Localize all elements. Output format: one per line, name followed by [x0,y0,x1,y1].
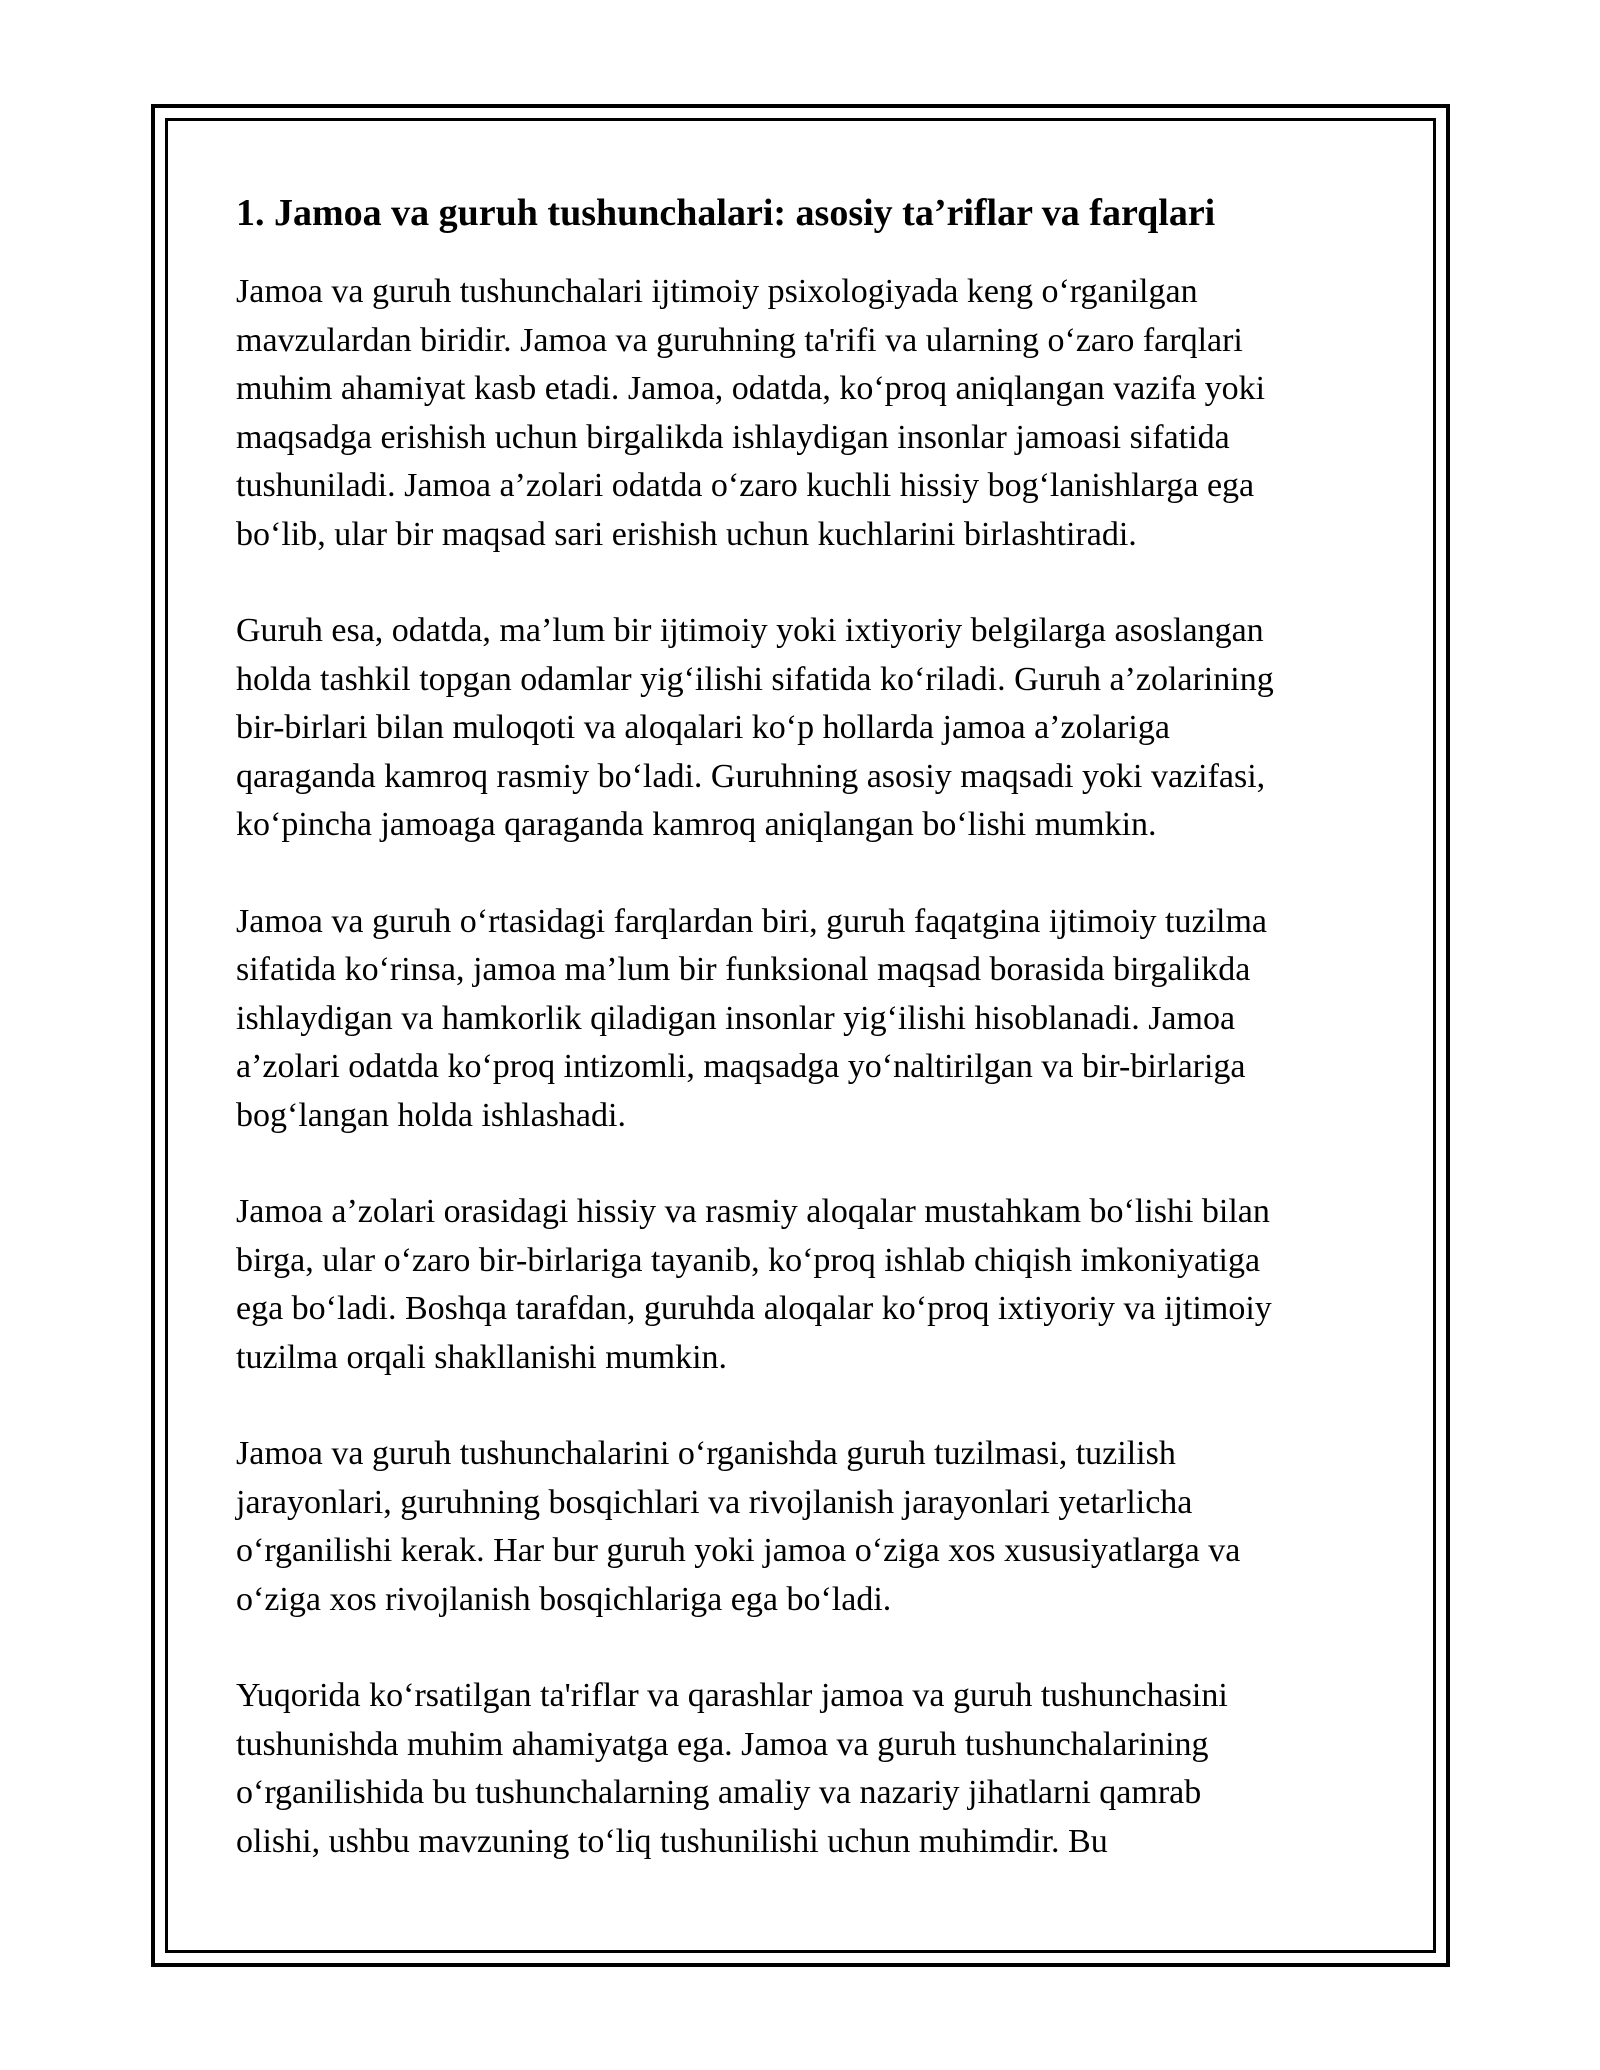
text-line: sifatida ko‘rinsa, jamoa ma’lum bir funksional maqsad borasida birgalikda [236,951,1251,988]
document-body [236,188,1366,1914]
paragraph-1 [236,268,1366,559]
text-line: ko‘pincha jamoaga qaraganda kamroq aniqlangan bo‘lishi mumkin. [236,806,1157,843]
text-line: maqsadga erishish uchun birgalikda ishlaydigan insonlar jamoasi sifatida [236,418,1230,456]
text-line: tushuniladi. Jamoa a’zolari odatda o‘zaro kuchli hissiy bog‘lanishlarga ega [236,467,1255,504]
text-line: o‘ziga xos rivojlanish bosqichlariga ega bo‘ladi. [236,1580,892,1618]
paragraph-5 [236,1430,1366,1624]
paragraph-3 [236,898,1366,1141]
text-line: ega bo‘ladi. Boshqa tarafdan, guruhda aloqalar ko‘proq ixtiyoriy va ijtimoiy [236,1290,1272,1327]
paragraph-4 [236,1188,1366,1382]
text-line: qaraganda kamroq rasmiy bo‘ladi. Guruhning asosiy maqsadi yoki vazifasi, [236,757,1266,795]
text-line: olishi, ushbu mavzuning to‘liq tushunilishi uchun muhimdir. Bu [236,1822,1108,1860]
text-line: Jamoa va guruh tushunchalari ijtimoiy psixologiyada keng o‘rganilgan [236,273,1198,310]
paragraph-2 [236,607,1366,850]
text-line: tushunishda muhim ahamiyatga ega. Jamoa va guruh tushunchalarining [236,1725,1209,1763]
text-line: a’zolari odatda ko‘proq intizomli, maqsadga yo‘naltirilgan va bir-birlariga [236,1048,1246,1085]
text-line: bog‘langan holda ishlashadi. [236,1096,626,1134]
text-line: muhim ahamiyat kasb etadi. Jamoa, odatda, ko‘proq aniqlangan vazifa yoki [236,370,1266,407]
text-line: Yuqorida ko‘rsatilgan ta'riflar va qarashlar jamoa va guruh tushunchasini [236,1677,1228,1714]
text-line: bo‘lib, ular bir maqsad sari erishish uchun kuchlarini birlashtiradi. [236,515,1137,553]
text-line: o‘rganilishi kerak. Har bur guruh yoki jamoa o‘ziga xos xususiyatlarga va [236,1532,1241,1569]
text-line: birga, ular o‘zaro bir-birlariga tayanib, ko‘proq ishlab chiqish imkoniyatiga [236,1241,1261,1279]
text-line: mavzulardan biridir. Jamoa va guruhning ta'rifi va ularning o‘zaro farqlari [236,321,1243,359]
text-line: Jamoa a’zolari orasidagi hissiy va rasmiy aloqalar mustahkam bo‘lishi bilan [236,1193,1270,1230]
text-line: o‘rganilishida bu tushunchalarning amaliy va nazariy jihatlarni qamrab [236,1774,1202,1811]
text-line: tuzilma orqali shakllanishi mumkin. [236,1338,728,1376]
text-line: Jamoa va guruh o‘rtasidagi farqlardan biri, guruh faqatgina ijtimoiy tuzilma [236,902,1268,940]
text-line: Guruh esa, odatda, ma’lum bir ijtimoiy yoki ixtiyoriy belgilarga asoslangan [236,612,1264,649]
text-line: Jamoa va guruh tushunchalarini o‘rganishda guruh tuzilmasi, tuzilish [236,1435,1176,1472]
text-line: holda tashkil topgan odamlar yig‘ilishi sifatida ko‘riladi. Guruh a’zolarining [236,660,1274,698]
text-line: ishlaydigan va hamkorlik qiladigan insonlar yig‘ilishi hisoblanadi. Jamoa [236,999,1236,1037]
text-line: bir-birlari bilan muloqoti va aloqalari ko‘p hollarda jamoa a’zolariga [236,709,1170,746]
text-line: jarayonlari, guruhning bosqichlari va rivojlanish jarayonlari yetarlicha [236,1483,1193,1521]
section-heading: 1. Jamoa va guruh tushunchalari: asosiy ta’riflar va farqlari [236,192,1216,234]
paragraph-6 [236,1672,1366,1866]
